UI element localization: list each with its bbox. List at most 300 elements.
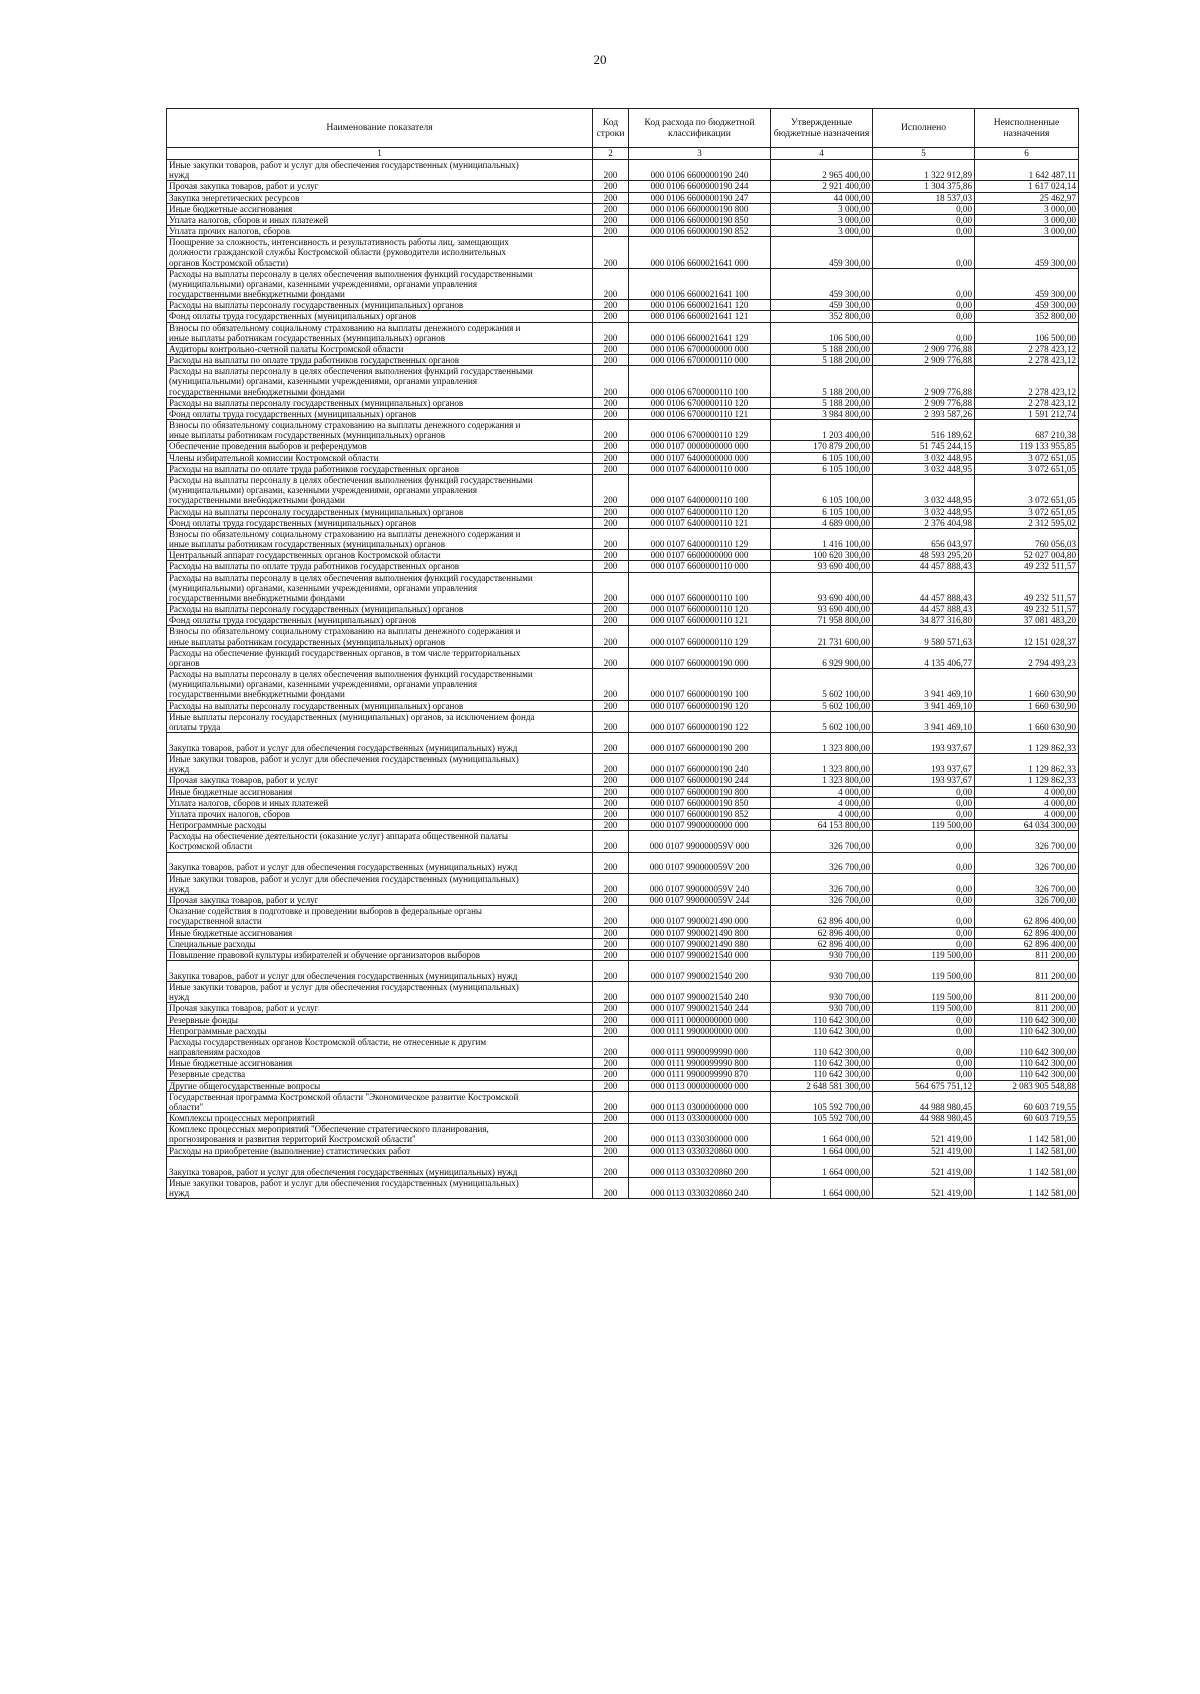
cell-executed: 0,00 [873, 895, 975, 906]
cell-row-code: 200 [593, 961, 629, 982]
cell-unexecuted: 12 151 028,37 [975, 626, 1079, 647]
table-row [167, 192, 1079, 203]
cell-unexecuted: 1 660 630,90 [975, 700, 1079, 711]
cell-unexecuted: 3 000,00 [975, 203, 1079, 214]
cell-row-code: 200 [593, 895, 629, 906]
table-row [167, 226, 1079, 237]
cell-unexecuted: 49 232 511,57 [975, 561, 1079, 572]
cell-budget-code: 000 0107 990000059V 244 [629, 895, 771, 906]
cell-row-code: 200 [593, 366, 629, 398]
column-number: 1 [167, 148, 593, 160]
cell-unexecuted: 4 000,00 [975, 797, 1079, 808]
cell-unexecuted: 62 896 400,00 [975, 927, 1079, 938]
cell-row-code: 200 [593, 775, 629, 786]
cell-budget-code: 000 0107 6600000190 850 [629, 797, 771, 808]
cell-unexecuted: 4 000,00 [975, 808, 1079, 819]
cell-approved: 62 896 400,00 [771, 938, 873, 949]
cell-budget-code: 000 0107 6400000110 120 [629, 506, 771, 517]
cell-executed: 4 135 406,77 [873, 647, 975, 668]
cell-executed: 0,00 [873, 831, 975, 852]
table-row [167, 797, 1079, 808]
cell-row-code: 200 [593, 938, 629, 949]
table-row [167, 474, 1079, 506]
cell-budget-code: 000 0106 6600000190 850 [629, 214, 771, 225]
cell-unexecuted: 811 200,00 [975, 961, 1079, 982]
cell-unexecuted: 3 072 651,05 [975, 506, 1079, 517]
table-row [167, 700, 1079, 711]
cell-name: Фонд оплаты труда государственных (муниципальных) органов [167, 615, 593, 626]
cell-approved: 459 300,00 [771, 268, 873, 300]
table-row [167, 820, 1079, 831]
cell-unexecuted: 1 142 581,00 [975, 1145, 1079, 1156]
table-row [167, 311, 1079, 322]
cell-name: Другие общегосударственные вопросы [167, 1080, 593, 1091]
cell-executed: 18 537,03 [873, 192, 975, 203]
cell-row-code: 200 [593, 1036, 629, 1057]
cell-executed: 34 877 316,80 [873, 615, 975, 626]
cell-unexecuted: 760 056,03 [975, 528, 1079, 549]
cell-budget-code: 000 0107 6600000190 120 [629, 700, 771, 711]
cell-row-code: 200 [593, 797, 629, 808]
cell-approved: 4 689 000,00 [771, 517, 873, 528]
cell-name: Резервные фонды [167, 1014, 593, 1025]
cell-name: Расходы на приобретение (выполнение) статистических работ [167, 1145, 593, 1156]
cell-executed: 516 189,62 [873, 420, 975, 441]
cell-row-code: 200 [593, 1124, 629, 1145]
cell-row-code: 200 [593, 808, 629, 819]
cell-budget-code: 000 0107 6600000190 200 [629, 733, 771, 754]
cell-executed: 656 043,97 [873, 528, 975, 549]
cell-row-code: 200 [593, 1069, 629, 1080]
cell-unexecuted: 811 200,00 [975, 1003, 1079, 1014]
cell-row-code: 200 [593, 647, 629, 668]
cell-approved: 930 700,00 [771, 949, 873, 960]
cell-executed: 0,00 [873, 906, 975, 927]
cell-unexecuted: 60 603 719,55 [975, 1091, 1079, 1112]
cell-budget-code: 000 0107 6400000000 000 [629, 452, 771, 463]
cell-executed: 0,00 [873, 808, 975, 819]
cell-executed: 0,00 [873, 1069, 975, 1080]
cell-budget-code: 000 0106 6600021641 100 [629, 268, 771, 300]
cell-row-code: 200 [593, 181, 629, 192]
cell-approved: 326 700,00 [771, 873, 873, 894]
cell-approved: 3 000,00 [771, 226, 873, 237]
cell-unexecuted: 811 200,00 [975, 982, 1079, 1003]
cell-budget-code: 000 0106 6600000190 244 [629, 181, 771, 192]
table-row [167, 927, 1079, 938]
cell-unexecuted: 1 617 024,14 [975, 181, 1079, 192]
cell-name: Прочая закупка товаров, работ и услуг [167, 775, 593, 786]
cell-approved: 5 602 100,00 [771, 711, 873, 732]
cell-executed: 0,00 [873, 1036, 975, 1057]
cell-budget-code: 000 0107 6400000110 000 [629, 463, 771, 474]
cell-name: Иные бюджетные ассигнования [167, 927, 593, 938]
cell-name: Фонд оплаты труда государственных (муниципальных) органов [167, 517, 593, 528]
cell-unexecuted: 326 700,00 [975, 895, 1079, 906]
table-row [167, 463, 1079, 474]
table-row [167, 203, 1079, 214]
cell-budget-code: 000 0106 6600000190 852 [629, 226, 771, 237]
cell-executed: 0,00 [873, 300, 975, 311]
cell-approved: 3 984 800,00 [771, 408, 873, 419]
cell-approved: 459 300,00 [771, 300, 873, 311]
cell-name: Члены избирательной комиссии Костромской области [167, 452, 593, 463]
cell-executed: 3 941 469,10 [873, 711, 975, 732]
cell-name: Расходы на выплаты персоналу государственных (муниципальных) органов [167, 700, 593, 711]
cell-budget-code: 000 0107 9900000000 000 [629, 820, 771, 831]
cell-approved: 2 921 400,00 [771, 181, 873, 192]
cell-approved: 6 105 100,00 [771, 474, 873, 506]
cell-name: Прочая закупка товаров, работ и услуг [167, 181, 593, 192]
cell-name: Расходы на выплаты персоналу государственных (муниципальных) органов [167, 300, 593, 311]
cell-row-code: 200 [593, 852, 629, 873]
cell-budget-code: 000 0106 6600000190 240 [629, 160, 771, 181]
table-row [167, 831, 1079, 852]
cell-name: Прочая закупка товаров, работ и услуг [167, 895, 593, 906]
cell-unexecuted: 1 142 581,00 [975, 1156, 1079, 1177]
cell-approved: 326 700,00 [771, 895, 873, 906]
column-number: 5 [873, 148, 975, 160]
cell-executed: 521 419,00 [873, 1156, 975, 1177]
cell-executed: 48 593 295,20 [873, 550, 975, 561]
table-row [167, 733, 1079, 754]
table-row [167, 938, 1079, 949]
cell-budget-code: 000 0106 6700000110 121 [629, 408, 771, 419]
cell-budget-code: 000 0106 6600000190 247 [629, 192, 771, 203]
cell-approved: 1 203 400,00 [771, 420, 873, 441]
cell-unexecuted: 37 081 483,20 [975, 615, 1079, 626]
cell-row-code: 200 [593, 820, 629, 831]
table-row [167, 949, 1079, 960]
cell-executed: 0,00 [873, 214, 975, 225]
cell-name: Непрограммные расходы [167, 820, 593, 831]
cell-unexecuted: 3 000,00 [975, 214, 1079, 225]
table-row [167, 1091, 1079, 1112]
cell-unexecuted: 2 278 423,12 [975, 366, 1079, 398]
cell-name: Закупка товаров, работ и услуг для обеспечения государственных (муниципальных) нужд [167, 852, 593, 873]
cell-budget-code: 000 0111 9900099990 800 [629, 1058, 771, 1069]
cell-approved: 930 700,00 [771, 982, 873, 1003]
cell-budget-code: 000 0107 0000000000 000 [629, 441, 771, 452]
cell-unexecuted: 3 072 651,05 [975, 474, 1079, 506]
cell-name: Закупка энергетических ресурсов [167, 192, 593, 203]
cell-approved: 1 323 800,00 [771, 775, 873, 786]
table-row [167, 1014, 1079, 1025]
cell-name: Уплата прочих налогов, сборов [167, 808, 593, 819]
cell-row-code: 200 [593, 1025, 629, 1036]
cell-approved: 352 800,00 [771, 311, 873, 322]
cell-name: Обеспечение проведения выборов и референдумов [167, 441, 593, 452]
cell-name: Иные бюджетные ассигнования [167, 203, 593, 214]
header-row [167, 109, 1079, 148]
budget-execution-table [166, 108, 1079, 1199]
cell-approved: 110 642 300,00 [771, 1058, 873, 1069]
column-number: 3 [629, 148, 771, 160]
cell-unexecuted: 60 603 719,55 [975, 1113, 1079, 1124]
cell-row-code: 200 [593, 506, 629, 517]
cell-executed: 44 988 980,45 [873, 1113, 975, 1124]
cell-budget-code: 000 0107 6600000190 244 [629, 775, 771, 786]
cell-approved: 110 642 300,00 [771, 1014, 873, 1025]
cell-unexecuted: 2 312 595,02 [975, 517, 1079, 528]
table-row [167, 550, 1079, 561]
cell-approved: 930 700,00 [771, 1003, 873, 1014]
cell-name: Расходы на выплаты персоналу в целях обеспечения выполнения функций государственными (муниципальными) органами, казенными учреждениями, органами управления государственными внебюджетными фондами [167, 669, 593, 701]
cell-name: Расходы на выплаты персоналу государственных (муниципальных) органов [167, 506, 593, 517]
cell-name: Уплата налогов, сборов и иных платежей [167, 214, 593, 225]
column-number-row [167, 148, 1079, 160]
cell-budget-code: 000 0107 6600000110 120 [629, 604, 771, 615]
cell-unexecuted: 811 200,00 [975, 949, 1079, 960]
cell-approved: 110 642 300,00 [771, 1069, 873, 1080]
cell-approved: 1 664 000,00 [771, 1124, 873, 1145]
cell-name: Поощрение за сложность, интенсивность и результативность работы лиц, замещающих должности гражданской службы Костромской области (руководители исполнительных органов Костромской области) [167, 237, 593, 269]
table-row [167, 1069, 1079, 1080]
table-row [167, 397, 1079, 408]
cell-row-code: 200 [593, 1091, 629, 1112]
cell-unexecuted: 62 896 400,00 [975, 906, 1079, 927]
cell-name: Взносы по обязательному социальному страхованию на выплаты денежного содержания и иные выплаты работникам государственных (муниципальных) органов [167, 420, 593, 441]
cell-budget-code: 000 0111 9900000000 000 [629, 1025, 771, 1036]
cell-row-code: 200 [593, 408, 629, 419]
cell-name: Фонд оплаты труда государственных (муниципальных) органов [167, 311, 593, 322]
cell-row-code: 200 [593, 343, 629, 354]
cell-unexecuted: 1 129 862,33 [975, 775, 1079, 786]
cell-row-code: 200 [593, 831, 629, 852]
cell-name: Иные бюджетные ассигнования [167, 1058, 593, 1069]
cell-approved: 6 105 100,00 [771, 506, 873, 517]
cell-name: Иные закупки товаров, работ и услуг для обеспечения государственных (муниципальных) нужд [167, 754, 593, 775]
table-row [167, 1036, 1079, 1057]
cell-row-code: 200 [593, 711, 629, 732]
cell-budget-code: 000 0106 6600021641 120 [629, 300, 771, 311]
table-row [167, 1058, 1079, 1069]
cell-budget-code: 000 0107 9900021540 244 [629, 1003, 771, 1014]
cell-executed: 0,00 [873, 873, 975, 894]
cell-row-code: 200 [593, 1080, 629, 1091]
cell-row-code: 200 [593, 1156, 629, 1177]
cell-budget-code: 000 0107 990000059V 200 [629, 852, 771, 873]
table-row [167, 160, 1079, 181]
cell-executed: 44 988 980,45 [873, 1091, 975, 1112]
table-row [167, 452, 1079, 463]
cell-executed: 2 909 776,88 [873, 343, 975, 354]
cell-row-code: 200 [593, 700, 629, 711]
cell-executed: 119 500,00 [873, 961, 975, 982]
cell-row-code: 200 [593, 1058, 629, 1069]
cell-budget-code: 000 0107 990000059V 240 [629, 873, 771, 894]
column-number: 2 [593, 148, 629, 160]
table-row [167, 343, 1079, 354]
cell-unexecuted: 459 300,00 [975, 268, 1079, 300]
cell-unexecuted: 1 660 630,90 [975, 711, 1079, 732]
cell-approved: 2 965 400,00 [771, 160, 873, 181]
cell-row-code: 200 [593, 397, 629, 408]
table-row [167, 615, 1079, 626]
cell-approved: 6 929 900,00 [771, 647, 873, 668]
cell-unexecuted: 3 072 651,05 [975, 463, 1079, 474]
cell-unexecuted: 64 034 300,00 [975, 820, 1079, 831]
cell-unexecuted: 326 700,00 [975, 852, 1079, 873]
cell-executed: 0,00 [873, 237, 975, 269]
cell-budget-code: 000 0113 0300000000 000 [629, 1091, 771, 1112]
cell-row-code: 200 [593, 226, 629, 237]
cell-executed: 0,00 [873, 927, 975, 938]
cell-name: Государственная программа Костромской области "Экономическое развитие Костромской области" [167, 1091, 593, 1112]
cell-unexecuted: 49 232 511,57 [975, 572, 1079, 604]
cell-name: Оказание содействия в подготовке и проведении выборов в федеральные органы государственной власти [167, 906, 593, 927]
cell-budget-code: 000 0106 6700000110 120 [629, 397, 771, 408]
table-body [167, 160, 1079, 1199]
cell-row-code: 200 [593, 1177, 629, 1198]
cell-unexecuted: 1 142 581,00 [975, 1177, 1079, 1198]
cell-budget-code: 000 0106 6700000110 000 [629, 355, 771, 366]
cell-unexecuted: 1 129 862,33 [975, 754, 1079, 775]
cell-name: Расходы на выплаты персоналу в целях обеспечения выполнения функций государственными (муниципальными) органами, казенными учреждениями, органами управления государственными внебюджетными фондами [167, 268, 593, 300]
cell-name: Расходы на выплаты персоналу государственных (муниципальных) органов [167, 604, 593, 615]
cell-approved: 93 690 400,00 [771, 604, 873, 615]
cell-budget-code: 000 0107 9900021490 000 [629, 906, 771, 927]
cell-executed: 0,00 [873, 203, 975, 214]
table-row [167, 408, 1079, 419]
cell-approved: 5 188 200,00 [771, 355, 873, 366]
cell-executed: 564 675 751,12 [873, 1080, 975, 1091]
cell-executed: 3 941 469,10 [873, 700, 975, 711]
cell-row-code: 200 [593, 604, 629, 615]
cell-row-code: 200 [593, 949, 629, 960]
cell-unexecuted: 110 642 300,00 [975, 1025, 1079, 1036]
cell-unexecuted: 3 000,00 [975, 226, 1079, 237]
cell-budget-code: 000 0107 6600000110 100 [629, 572, 771, 604]
cell-name: Расходы на выплаты по оплате труда работников государственных органов [167, 463, 593, 474]
table-row [167, 786, 1079, 797]
cell-approved: 930 700,00 [771, 961, 873, 982]
cell-budget-code: 000 0107 6600000190 122 [629, 711, 771, 732]
cell-name: Аудиторы контрольно-счетной палаты Костромской области [167, 343, 593, 354]
cell-approved: 326 700,00 [771, 852, 873, 873]
cell-row-code: 200 [593, 906, 629, 927]
cell-unexecuted: 687 210,38 [975, 420, 1079, 441]
cell-budget-code: 000 0106 6600021641 000 [629, 237, 771, 269]
cell-row-code: 200 [593, 873, 629, 894]
cell-row-code: 200 [593, 561, 629, 572]
table-row [167, 873, 1079, 894]
cell-executed: 2 376 404,98 [873, 517, 975, 528]
cell-budget-code: 000 0107 6600000190 100 [629, 669, 771, 701]
cell-budget-code: 000 0106 6700000000 000 [629, 343, 771, 354]
cell-budget-code: 000 0107 990000059V 000 [629, 831, 771, 852]
cell-name: Расходы на обеспечение функций государственных органов, в том числе территориальных органов [167, 647, 593, 668]
cell-row-code: 200 [593, 982, 629, 1003]
cell-executed: 521 419,00 [873, 1177, 975, 1198]
cell-approved: 1 416 100,00 [771, 528, 873, 549]
cell-budget-code: 000 0107 9900021540 200 [629, 961, 771, 982]
cell-budget-code: 000 0107 6600000190 240 [629, 754, 771, 775]
cell-unexecuted: 1 642 487,11 [975, 160, 1079, 181]
cell-unexecuted: 1 660 630,90 [975, 669, 1079, 701]
cell-name: Расходы на выплаты персоналу в целях обеспечения выполнения функций государственными (муниципальными) органами, казенными учреждениями, органами управления государственными внебюджетными фондами [167, 366, 593, 398]
cell-name: Расходы на выплаты по оплате труда работников государственных органов [167, 355, 593, 366]
cell-executed: 9 580 571,63 [873, 626, 975, 647]
cell-unexecuted: 2 794 493,23 [975, 647, 1079, 668]
cell-executed: 0,00 [873, 311, 975, 322]
cell-budget-code: 000 0113 0000000000 000 [629, 1080, 771, 1091]
cell-executed: 193 937,67 [873, 775, 975, 786]
cell-name: Закупка товаров, работ и услуг для обеспечения государственных (муниципальных) нужд [167, 1156, 593, 1177]
cell-row-code: 200 [593, 268, 629, 300]
cell-unexecuted: 62 896 400,00 [975, 938, 1079, 949]
cell-executed: 3 941 469,10 [873, 669, 975, 701]
cell-approved: 62 896 400,00 [771, 927, 873, 938]
table-row [167, 647, 1079, 668]
cell-unexecuted: 49 232 511,57 [975, 604, 1079, 615]
cell-unexecuted: 4 000,00 [975, 786, 1079, 797]
cell-budget-code: 000 0113 0330300000 000 [629, 1124, 771, 1145]
cell-unexecuted: 2 278 423,12 [975, 355, 1079, 366]
column-number: 4 [771, 148, 873, 160]
cell-unexecuted: 110 642 300,00 [975, 1058, 1079, 1069]
cell-unexecuted: 459 300,00 [975, 300, 1079, 311]
cell-approved: 2 648 581 300,00 [771, 1080, 873, 1091]
table-row [167, 1025, 1079, 1036]
cell-approved: 110 642 300,00 [771, 1025, 873, 1036]
cell-name: Комплекс процессных мероприятий "Обеспечение стратегического планирования, прогнозирования и развития территорий Костромской области" [167, 1124, 593, 1145]
cell-name: Центральный аппарат государственных органов Костромской области [167, 550, 593, 561]
cell-approved: 21 731 600,00 [771, 626, 873, 647]
cell-row-code: 200 [593, 214, 629, 225]
cell-row-code: 200 [593, 420, 629, 441]
cell-budget-code: 000 0113 0330320860 240 [629, 1177, 771, 1198]
table-row [167, 1003, 1079, 1014]
cell-unexecuted: 1 129 862,33 [975, 733, 1079, 754]
cell-approved: 100 620 300,00 [771, 550, 873, 561]
cell-approved: 5 188 200,00 [771, 366, 873, 398]
table-row [167, 754, 1079, 775]
cell-name: Повышение правовой культуры избирателей и обучение организаторов выборов [167, 949, 593, 960]
cell-name: Расходы на выплаты персоналу в целях обеспечения выполнения функций государственными (муниципальными) органами, казенными учреждениями, органами управления государственными внебюджетными фондами [167, 572, 593, 604]
cell-approved: 106 500,00 [771, 322, 873, 343]
cell-executed: 0,00 [873, 852, 975, 873]
cell-name: Фонд оплаты труда государственных (муниципальных) органов [167, 408, 593, 419]
table-row [167, 961, 1079, 982]
cell-budget-code: 000 0107 6600000190 000 [629, 647, 771, 668]
table-row [167, 366, 1079, 398]
cell-executed: 521 419,00 [873, 1145, 975, 1156]
table-row [167, 181, 1079, 192]
cell-budget-code: 000 0107 9900021490 880 [629, 938, 771, 949]
cell-executed: 0,00 [873, 1058, 975, 1069]
header-row-code: Код строки [593, 109, 629, 148]
table-row [167, 604, 1079, 615]
cell-approved: 1 664 000,00 [771, 1145, 873, 1156]
table-row [167, 300, 1079, 311]
cell-budget-code: 000 0106 6700000110 100 [629, 366, 771, 398]
table-row [167, 626, 1079, 647]
cell-executed: 3 032 448,95 [873, 452, 975, 463]
cell-unexecuted: 119 133 955,85 [975, 441, 1079, 452]
cell-name: Расходы государственных органов Костромской области, не отнесенные к другим направлениям расходов [167, 1036, 593, 1057]
cell-approved: 3 000,00 [771, 203, 873, 214]
cell-budget-code: 000 0107 6400000110 121 [629, 517, 771, 528]
cell-row-code: 200 [593, 441, 629, 452]
cell-executed: 1 322 912,89 [873, 160, 975, 181]
cell-budget-code: 000 0106 6600021641 129 [629, 322, 771, 343]
cell-approved: 6 105 100,00 [771, 463, 873, 474]
cell-name: Закупка товаров, работ и услуг для обеспечения государственных (муниципальных) нужд [167, 733, 593, 754]
cell-unexecuted: 326 700,00 [975, 831, 1079, 852]
cell-row-code: 200 [593, 452, 629, 463]
cell-name: Иные бюджетные ассигнования [167, 786, 593, 797]
